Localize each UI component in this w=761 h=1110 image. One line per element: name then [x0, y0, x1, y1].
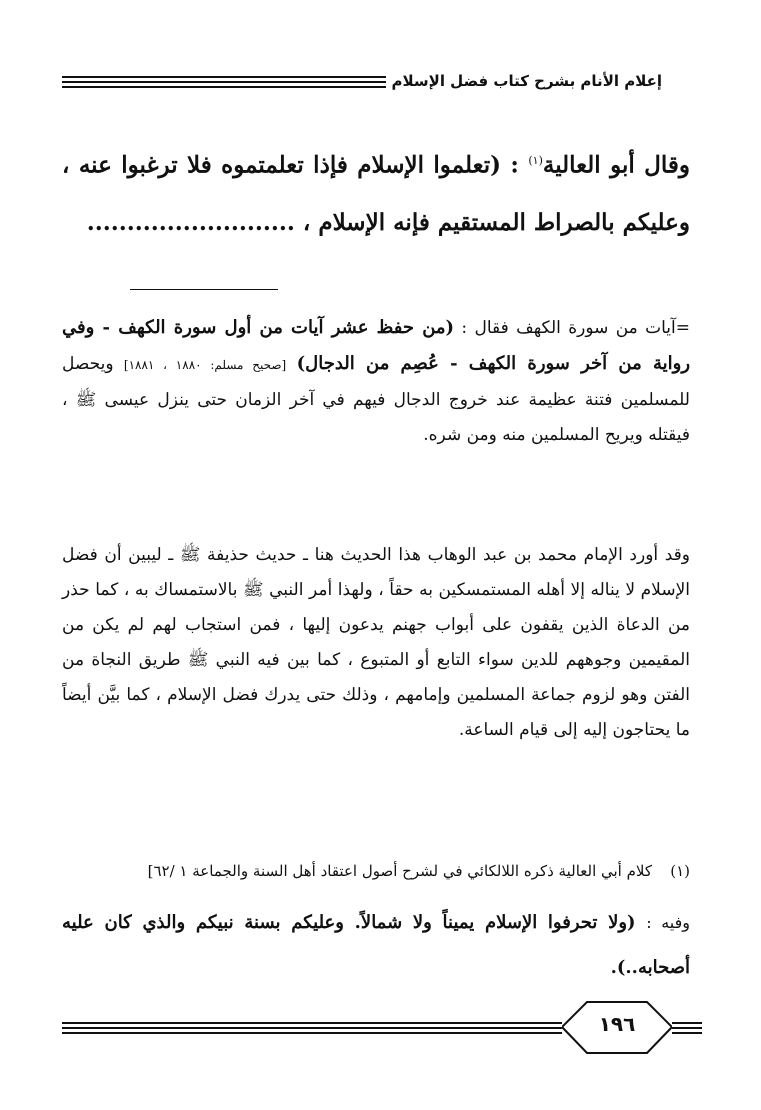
quote-lead: وقال أبو العالية	[542, 151, 690, 179]
citation: [صحيح مسلم: ١٨٨٠ ، ١٨٨١]	[123, 358, 287, 372]
footnote-lead: وفيه :	[646, 913, 690, 932]
running-header	[62, 70, 662, 94]
main-quote	[62, 132, 690, 251]
footnote-separator	[130, 289, 278, 290]
hadith-quote: (من حفظ عشر آيات من أول سورة الكهف - وفي رواية من آخر سورة الكهف - عُصِم من الدجال)	[62, 317, 691, 374]
footnote-number: (١)	[670, 862, 690, 880]
footnote	[62, 856, 690, 886]
footnote-continuation	[62, 900, 690, 990]
footnote-quote: (ولا تحرفوا الإسلام يميناً ولا شمالاً. وعليكم بسنة نبيكم والذي كان عليه أصحابه..).	[62, 912, 690, 978]
paragraph	[62, 538, 690, 748]
body-text: ويحصل للمسلمين فتنة عظيمة عند خروج الدجال فيهم في آخر الزمان حتى ينزل عيسى ﷺ ، فيقتله ويريح المسلمين منه ومن شره.	[62, 354, 690, 445]
footnote-text: كلام أبي العالية ذكره اللالكائي في لشرح أصول اعتقاد أهل السنة والجماعة ١ /٦٢]	[147, 862, 652, 880]
continued-paragraph	[62, 310, 690, 453]
footnote-ref: (١)	[528, 154, 543, 167]
page-footer	[62, 1000, 702, 1060]
body-text: =آيات من سورة الكهف فقال :	[461, 318, 690, 338]
body-text: وقد أورد الإمام محمد بن عبد الوهاب هذا الحديث هنا ـ حديث حذيفة ﷺ ـ ليبين أن فضل الإسلام لا يناله إلا أهله المستمسكين به حقاً ، ولهذا أمر النبي ﷺ بالاستمساك به ، كما حذر من الدعاة الذين يقفون على أبواب جهنم يدعون إليها ، فمن استجاب لهم لم يكن من المقيمين وجوههم للدين سواء التابع أو المتبوع ، كما بين فيه النبي ﷺ طريق النجاة من الفتن وهو لزوم جماعة المسلمين وإمامهم ، وذلك حتى يدرك فضل الإسلام ، كما بيَّن أيضاً ما يحتاجون إليه إلى قيام الساعة.	[62, 545, 690, 740]
quote-rest: : (تعلموا الإسلام فإذا تعلمتموه فلا ترغبوا عنه ، وعليكم بالصراط المستقيم فإنه الإسلام ، ..........................	[62, 151, 690, 236]
book-title: إعلام الأنام بشرح كتاب فضل الإسلام	[386, 70, 662, 92]
page-number: ١٩٦	[598, 1012, 636, 1036]
